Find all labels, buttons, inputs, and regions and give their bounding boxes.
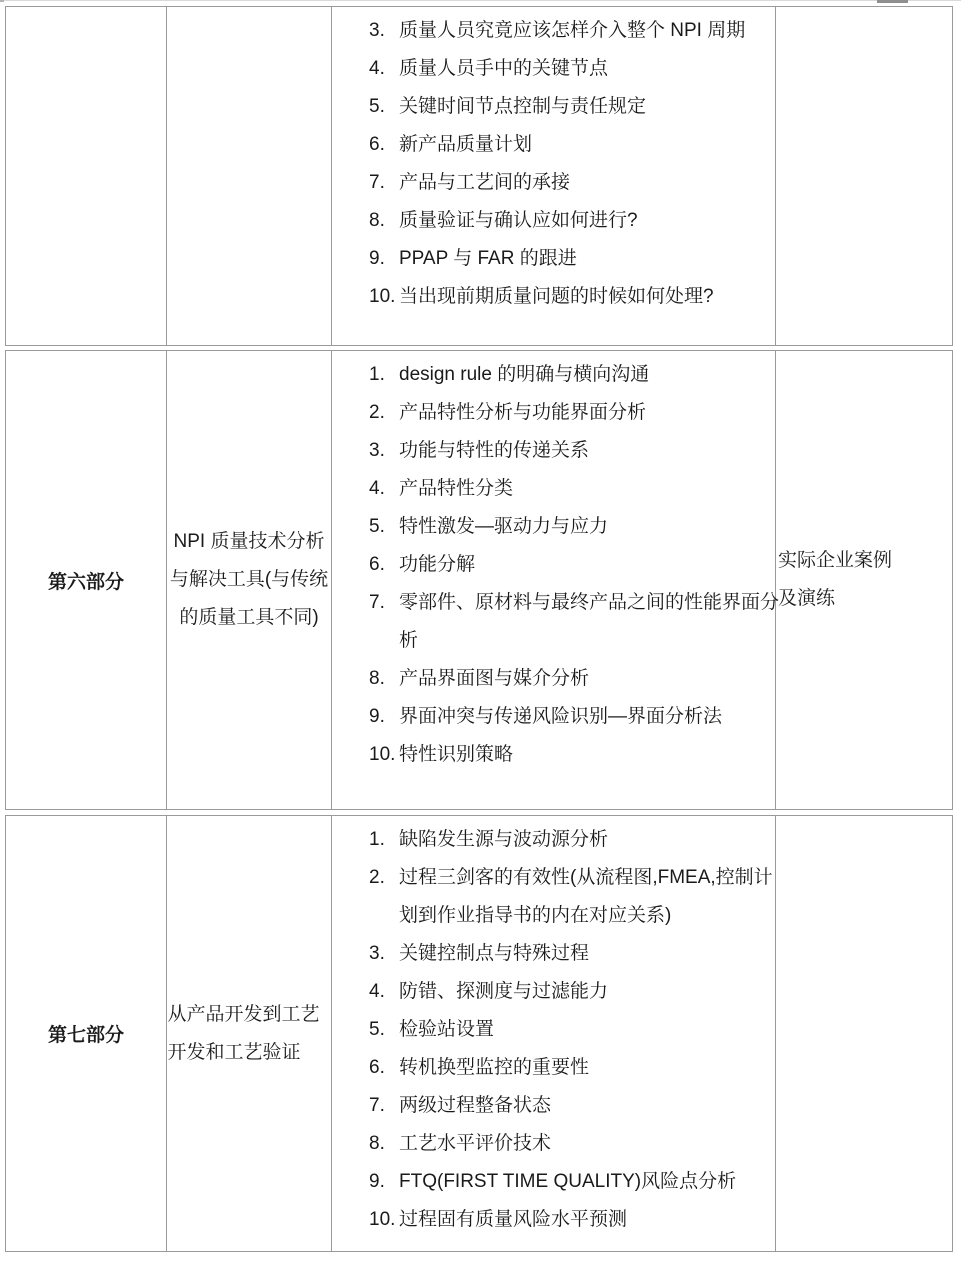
- list-item-number: 6.: [369, 134, 385, 155]
- list-item: [369, 973, 775, 1011]
- list-item-number: 7.: [369, 592, 385, 613]
- items-cell: [332, 7, 776, 345]
- list-item-text: 产品特性分析与功能界面分析: [399, 402, 647, 423]
- top-left-border-remnant: [0, 0, 4, 2]
- part-label: 第六部分: [47, 571, 124, 593]
- list-item-text: 两级过程整备状态: [399, 1095, 552, 1116]
- list-item: [369, 821, 775, 859]
- table-row-part6: [5, 350, 953, 810]
- list-item: [369, 1125, 775, 1163]
- list-item: [369, 432, 775, 470]
- list-item: [369, 546, 775, 584]
- list-item: [369, 12, 775, 50]
- part-cell: [6, 7, 167, 345]
- list-item: [369, 356, 775, 394]
- part-cell: [6, 351, 167, 809]
- list-item-text: 质量人员究竟应该怎样介入整个 NPI 周期: [399, 20, 746, 41]
- list-item-text: 当出现前期质量问题的时候如何处理?: [399, 286, 714, 307]
- list-item-text: 防错、探测度与过滤能力: [399, 981, 609, 1002]
- table-row-part7: [5, 815, 953, 1252]
- list-item: [369, 394, 775, 432]
- items-cell: [332, 351, 780, 809]
- list-item-text: 新产品质量计划: [399, 134, 533, 155]
- list-item-number: 4.: [369, 478, 385, 499]
- list-item-text: 功能与特性的传递关系: [399, 440, 590, 461]
- list-item-number: 6.: [369, 1057, 385, 1078]
- list-item-text: PPAP 与 FAR 的跟进: [399, 248, 577, 269]
- list-item-number: 1.: [369, 364, 385, 385]
- list-item-number: 3.: [369, 943, 385, 964]
- list-item-number: 10.: [369, 744, 396, 765]
- list-item: [369, 126, 775, 164]
- items-cell: [332, 816, 776, 1251]
- list-item-number: 8.: [369, 1133, 385, 1154]
- topic-cell: [167, 351, 332, 809]
- list-item-text: 过程三剑客的有效性(从流程图,FMEA,控制计划到作业指导书的内在对应关系): [399, 867, 773, 926]
- list-item-text: 关键时间节点控制与责任规定: [399, 96, 647, 117]
- list-item-number: 4.: [369, 981, 385, 1002]
- list-item-number: 2.: [369, 867, 385, 888]
- list-item: [369, 736, 775, 774]
- list-item: [369, 164, 775, 202]
- list-item-text: 特性激发—驱动力与应力: [399, 516, 609, 537]
- note-cell: [776, 351, 952, 809]
- list-item-number: 9.: [369, 706, 385, 727]
- list-item: [369, 50, 775, 88]
- note-cell: [776, 816, 952, 1251]
- list-item: [369, 1049, 775, 1087]
- list-item: [369, 1163, 775, 1201]
- list-item-number: 4.: [369, 58, 385, 79]
- topic-cell: [167, 816, 332, 1251]
- list-item: [369, 508, 775, 546]
- note-cell: [776, 7, 952, 345]
- list-item: [369, 1087, 775, 1125]
- list-item: [369, 278, 775, 316]
- list-item-text: 功能分解: [399, 554, 476, 575]
- list-item-number: 7.: [369, 172, 385, 193]
- part-cell: [6, 816, 167, 1251]
- list-item: [369, 584, 780, 660]
- list-item-number: 3.: [369, 20, 385, 41]
- list-item-text: 产品特性分类: [399, 478, 514, 499]
- list-item-text: 过程固有质量风险水平预测: [399, 1209, 628, 1230]
- topic-text: NPI 质量技术分析与解决工具(与传统的质量工具不同): [169, 531, 329, 628]
- list-item-number: 10.: [369, 1209, 396, 1230]
- list-item: [369, 698, 775, 736]
- list-item-text: 工艺水平评价技术: [399, 1133, 552, 1154]
- topic-text: 从产品开发到工艺开发和工艺验证: [167, 1003, 320, 1063]
- list-item-text: 缺陷发生源与波动源分析: [399, 829, 609, 850]
- list-item-text: 特性识别策略: [399, 744, 514, 765]
- list-item: [369, 1201, 775, 1239]
- top-right-border-remnant: [877, 0, 908, 3]
- list-item: [369, 1011, 775, 1049]
- list-item-number: 8.: [369, 668, 385, 689]
- list-item-text: 关键控制点与特殊过程: [399, 943, 590, 964]
- list-item-text: FTQ(FIRST TIME QUALITY)风险点分析: [399, 1171, 737, 1192]
- list-item-text: 转机换型监控的重要性: [399, 1057, 590, 1078]
- list-item-text: 质量人员手中的关键节点: [399, 58, 609, 79]
- list-item: [369, 88, 775, 126]
- list-item-text: design rule 的明确与横向沟通: [399, 364, 650, 385]
- list-item-number: 5.: [369, 516, 385, 537]
- list-item-number: 9.: [369, 1171, 385, 1192]
- list-item-number: 5.: [369, 96, 385, 117]
- list-item-text: 产品界面图与媒介分析: [399, 668, 590, 689]
- list-item-text: 质量验证与确认应如何进行?: [399, 210, 638, 231]
- topic-cell: [167, 7, 332, 345]
- list-item-text: 零部件、原材料与最终产品之间的性能界面分析: [399, 592, 780, 651]
- list-item-text: 产品与工艺间的承接: [399, 172, 571, 193]
- note-text: 实际企业案例及演练: [778, 550, 893, 609]
- list-item-number: 7.: [369, 1095, 385, 1116]
- list-item-number: 3.: [369, 440, 385, 461]
- list-item-text: 界面冲突与传递风险识别—界面分析法: [399, 706, 723, 727]
- list-item-number: 9.: [369, 248, 385, 269]
- list-item: [369, 240, 775, 278]
- list-item-number: 5.: [369, 1019, 385, 1040]
- list-item-number: 6.: [369, 554, 385, 575]
- list-item: [369, 470, 775, 508]
- list-item-number: 8.: [369, 210, 385, 231]
- list-item: [369, 859, 775, 935]
- table-row-continued: [5, 6, 953, 346]
- list-item: [369, 935, 775, 973]
- list-item: [369, 202, 775, 240]
- part-label: 第七部分: [47, 1025, 124, 1046]
- list-item-number: 1.: [369, 829, 385, 850]
- list-item-number: 10.: [369, 286, 396, 307]
- list-item-text: 检验站设置: [399, 1019, 495, 1040]
- list-item: [369, 660, 775, 698]
- list-item-number: 2.: [369, 402, 385, 423]
- top-edge-line: [0, 0, 961, 1]
